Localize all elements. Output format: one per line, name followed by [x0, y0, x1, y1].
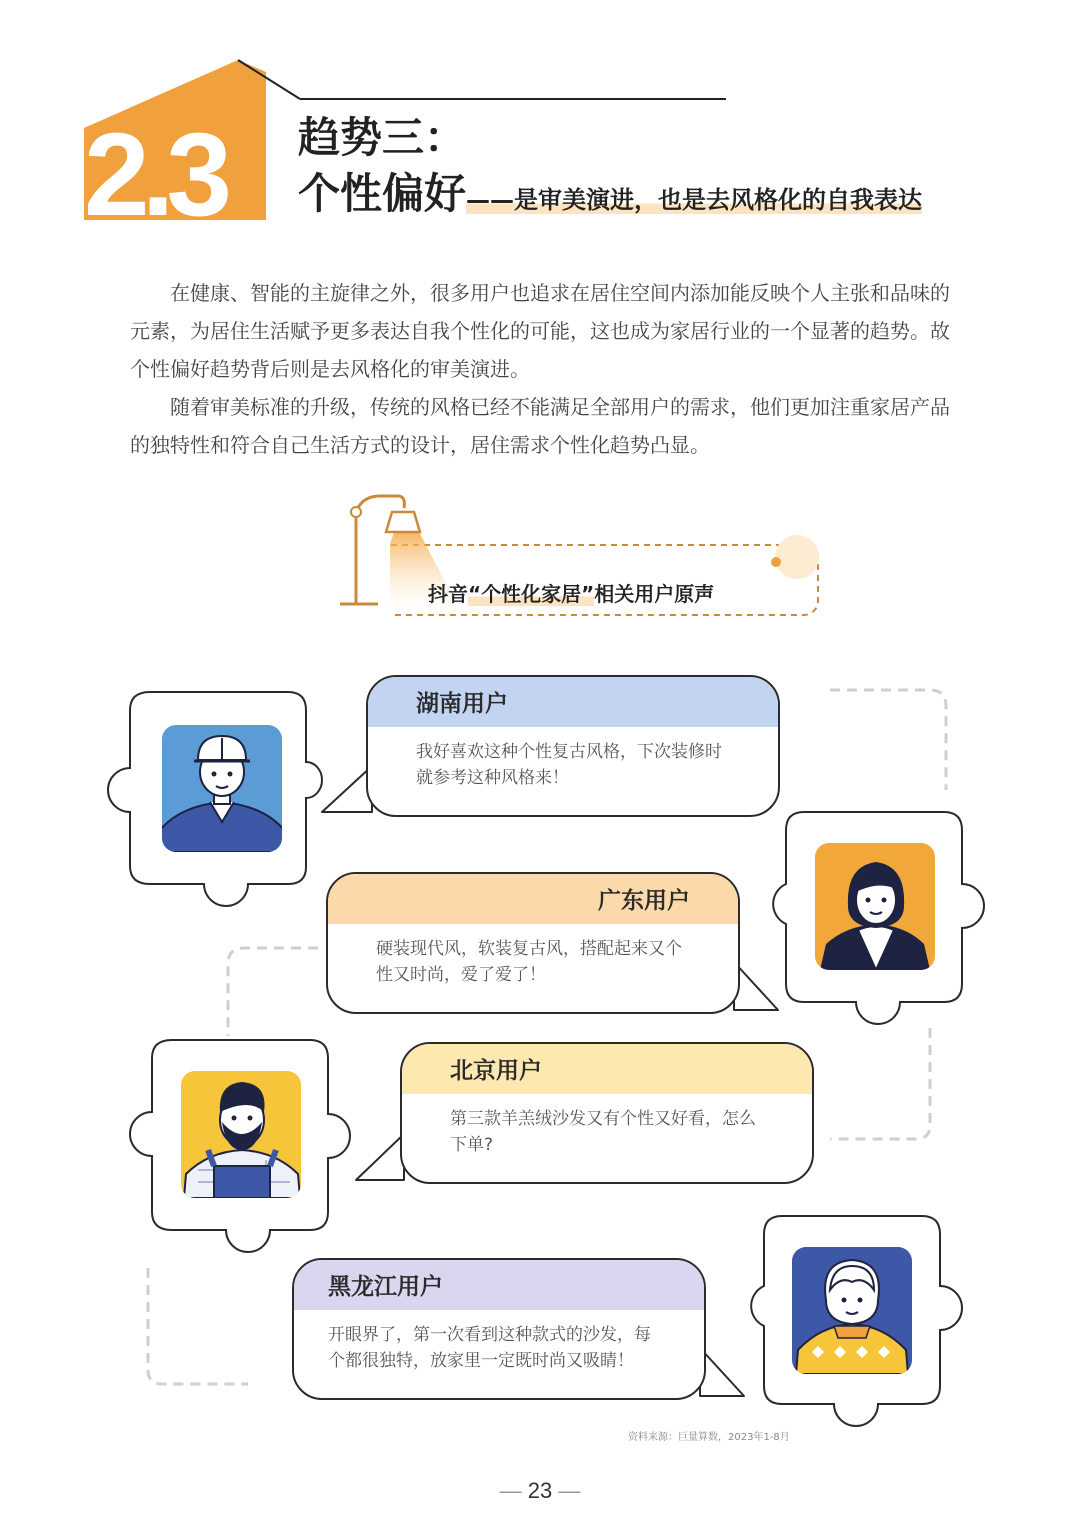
quote-bubble-2 — [326, 872, 740, 1014]
quote-user-4: 黑龙江用户 — [294, 1260, 704, 1310]
quote-bubble-3 — [400, 1042, 814, 1184]
page-number: — 23 — — [499, 1478, 581, 1503]
quote-user-3: 北京用户 — [402, 1044, 812, 1094]
quote-text-2: 硬装现代风，软装复古风，搭配起来又个性又时尚，爱了爱了！ — [376, 939, 682, 985]
section-title-line1: 趋势三： — [298, 113, 467, 162]
quote-user-1: 湖南用户 — [368, 677, 778, 727]
quote-user-2: 广东用户 — [328, 874, 738, 924]
section-title-line2 — [298, 168, 922, 226]
quote-text-4: 开眼界了，第一次看到这种款式的沙发，每个都很独特，放家里一定既时尚又吸睛！ — [328, 1325, 651, 1371]
paragraph-1: 在健康、智能的主旋律之外，很多用户也追求在居住空间内添加能反映个人主张和品味的元素，为居住生活赋予更多表达自我个性化的可能，这也成为家居行业的一个显著的趋势。故个性偏好趋势背后则是去风格化的审美演进。 — [130, 281, 950, 381]
section-number: 2.3 — [84, 109, 225, 241]
paragraph-2: 随着审美标准的升级，传统的风格已经不能满足全部用户的需求，他们更加注重家居产品的独特性和符合自己生活方式的设计，居住需求个性化趋势凸显。 — [130, 395, 950, 457]
quote-label-suffix: 相关用户原声 — [594, 582, 715, 606]
quote-label-highlight: “个性化家居” — [468, 582, 595, 606]
quote-text-1: 我好喜欢这种个性复古风格，下次装修时就参考这种风格来！ — [416, 742, 722, 788]
section-title-main: 个性偏好 — [298, 169, 467, 218]
quote-text-3: 第三款羊羔绒沙发又有个性又好看，怎么下单? — [450, 1109, 756, 1155]
quote-label-prefix: 抖音 — [428, 582, 468, 606]
section-subtitle: ——是审美演进，也是去风格化的自我表达 — [466, 186, 923, 214]
quote-section-label — [428, 578, 714, 607]
quote-bubble-4 — [292, 1258, 706, 1400]
page-number-value: 23 — [527, 1478, 553, 1503]
data-source-note: 资料来源：巨量算数，2023年1-8月 — [628, 1432, 790, 1443]
quote-bubble-1 — [366, 675, 780, 817]
